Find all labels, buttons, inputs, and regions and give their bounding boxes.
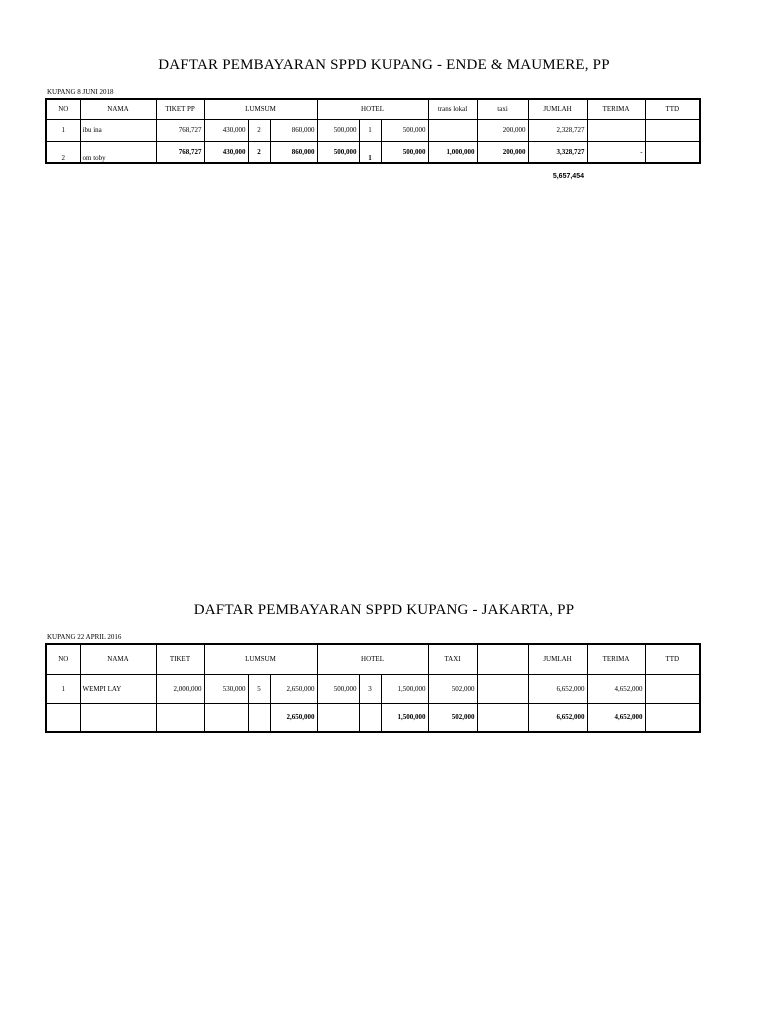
cell-tiket: 768,727	[156, 141, 204, 163]
cell-hotel-total: 500,000	[381, 119, 428, 141]
header-tiket: TIKET	[156, 644, 204, 674]
cell-jumlah: 2,328,727	[528, 119, 587, 141]
cell-lumsum-days: 2	[248, 119, 270, 141]
total-cell-lumsum-rate	[204, 703, 248, 732]
cell-tiket: 2,000,000	[156, 674, 204, 703]
cell-hotel-rate: 500,000	[317, 119, 359, 141]
cell-taxi: 200,000	[477, 141, 528, 163]
cell-hotel-rate: 500,000	[317, 674, 359, 703]
header-ttd: TTD	[645, 99, 700, 119]
doc1-date: KUPANG 8 JUNI 2018	[47, 88, 114, 96]
header-tiket: TIKET PP	[156, 99, 204, 119]
doc2-title: DAFTAR PEMBAYARAN SPPD KUPANG - JAKARTA, PP	[193, 602, 575, 618]
total-cell-nama	[80, 703, 156, 732]
cell-hotel-nights: 1	[359, 119, 381, 141]
header-lumsum: LUMSUM	[204, 99, 317, 119]
cell-terima: 4,652,000	[587, 674, 645, 703]
cell-ttd	[645, 119, 700, 141]
cell-ttd	[645, 674, 700, 703]
doc1-title: DAFTAR PEMBAYARAN SPPD KUPANG - ENDE & MAUMERE, PP	[158, 57, 610, 73]
cell-taxi: 502,000	[428, 674, 477, 703]
header-terima: TERIMA	[587, 99, 645, 119]
cell-nama: ibu ina	[80, 119, 156, 141]
cell-hotel-total: 1,500,000	[381, 674, 428, 703]
cell-jumlah: 6,652,000	[528, 674, 587, 703]
total-cell-extra	[477, 703, 528, 732]
header-terima: TERIMA	[587, 644, 645, 674]
cell-hotel-total: 500,000	[381, 141, 428, 163]
cell-tiket: 768,727	[156, 119, 204, 141]
doc2-date: KUPANG 22 APRIL 2016	[47, 633, 122, 641]
cell-jumlah: 3,328,727	[528, 141, 587, 163]
cell-lumsum-total: 860,000	[270, 119, 317, 141]
cell-terima: -	[587, 141, 645, 163]
doc1-grand-total: 5,657,454	[552, 173, 584, 180]
cell-ttd	[645, 141, 700, 163]
table-row	[46, 674, 700, 703]
header-no: NO	[46, 644, 80, 674]
header-taxi: taxi	[477, 99, 528, 119]
total-hotel: 1,500,000	[381, 703, 428, 732]
cell-terima	[587, 119, 645, 141]
doc2-total-row	[46, 703, 700, 732]
cell-trans: 1,000,000	[428, 141, 477, 163]
header-nama: NAMA	[80, 99, 156, 119]
total-cell-no	[46, 703, 80, 732]
total-cell-hotel-nights	[359, 703, 381, 732]
total-terima: 4,652,000	[587, 703, 645, 732]
header-jumlah: JUMLAH	[528, 644, 587, 674]
header-nama: NAMA	[80, 644, 156, 674]
cell-extra	[477, 674, 528, 703]
total-cell-ttd	[645, 703, 700, 732]
total-lumsum: 2,650,000	[270, 703, 317, 732]
header-hotel: HOTEL	[317, 644, 428, 674]
cell-no: 1	[46, 674, 80, 703]
header-trans: trans lokal	[428, 99, 477, 119]
cell-trans	[428, 119, 477, 141]
cell-no: 2	[46, 141, 80, 163]
total-cell-tiket	[156, 703, 204, 732]
total-taxi: 502,000	[428, 703, 477, 732]
header-jumlah: JUMLAH	[528, 99, 587, 119]
total-jumlah: 6,652,000	[528, 703, 587, 732]
table-row	[46, 141, 700, 163]
cell-taxi: 200,000	[477, 119, 528, 141]
doc2-table	[45, 643, 701, 733]
cell-no: 1	[46, 119, 80, 141]
cell-lumsum-rate: 430,000	[204, 119, 248, 141]
cell-nama: WEMPI LAY	[80, 674, 156, 703]
header-taxi: TAXI	[428, 644, 477, 674]
header-no: NO	[46, 99, 80, 119]
header-extra	[477, 644, 528, 674]
cell-lumsum-days: 2	[248, 141, 270, 163]
header-lumsum: LUMSUM	[204, 644, 317, 674]
cell-lumsum-total: 2,650,000	[270, 674, 317, 703]
cell-lumsum-rate: 430,000	[204, 141, 248, 163]
doc2-header-row	[46, 644, 700, 674]
cell-nama: om toby	[80, 141, 156, 163]
header-hotel: HOTEL	[317, 99, 428, 119]
total-cell-hotel-rate	[317, 703, 359, 732]
cell-hotel-nights: 1	[359, 141, 381, 163]
header-ttd: TTD	[645, 644, 700, 674]
cell-lumsum-days: 5	[248, 674, 270, 703]
cell-hotel-nights: 3	[359, 674, 381, 703]
table-row	[46, 119, 700, 141]
total-cell-lumsum-days	[248, 703, 270, 732]
cell-hotel-rate: 500,000	[317, 141, 359, 163]
doc1-table	[45, 98, 701, 164]
cell-lumsum-total: 860,000	[270, 141, 317, 163]
cell-lumsum-rate: 530,000	[204, 674, 248, 703]
doc1-header-row	[46, 99, 700, 119]
